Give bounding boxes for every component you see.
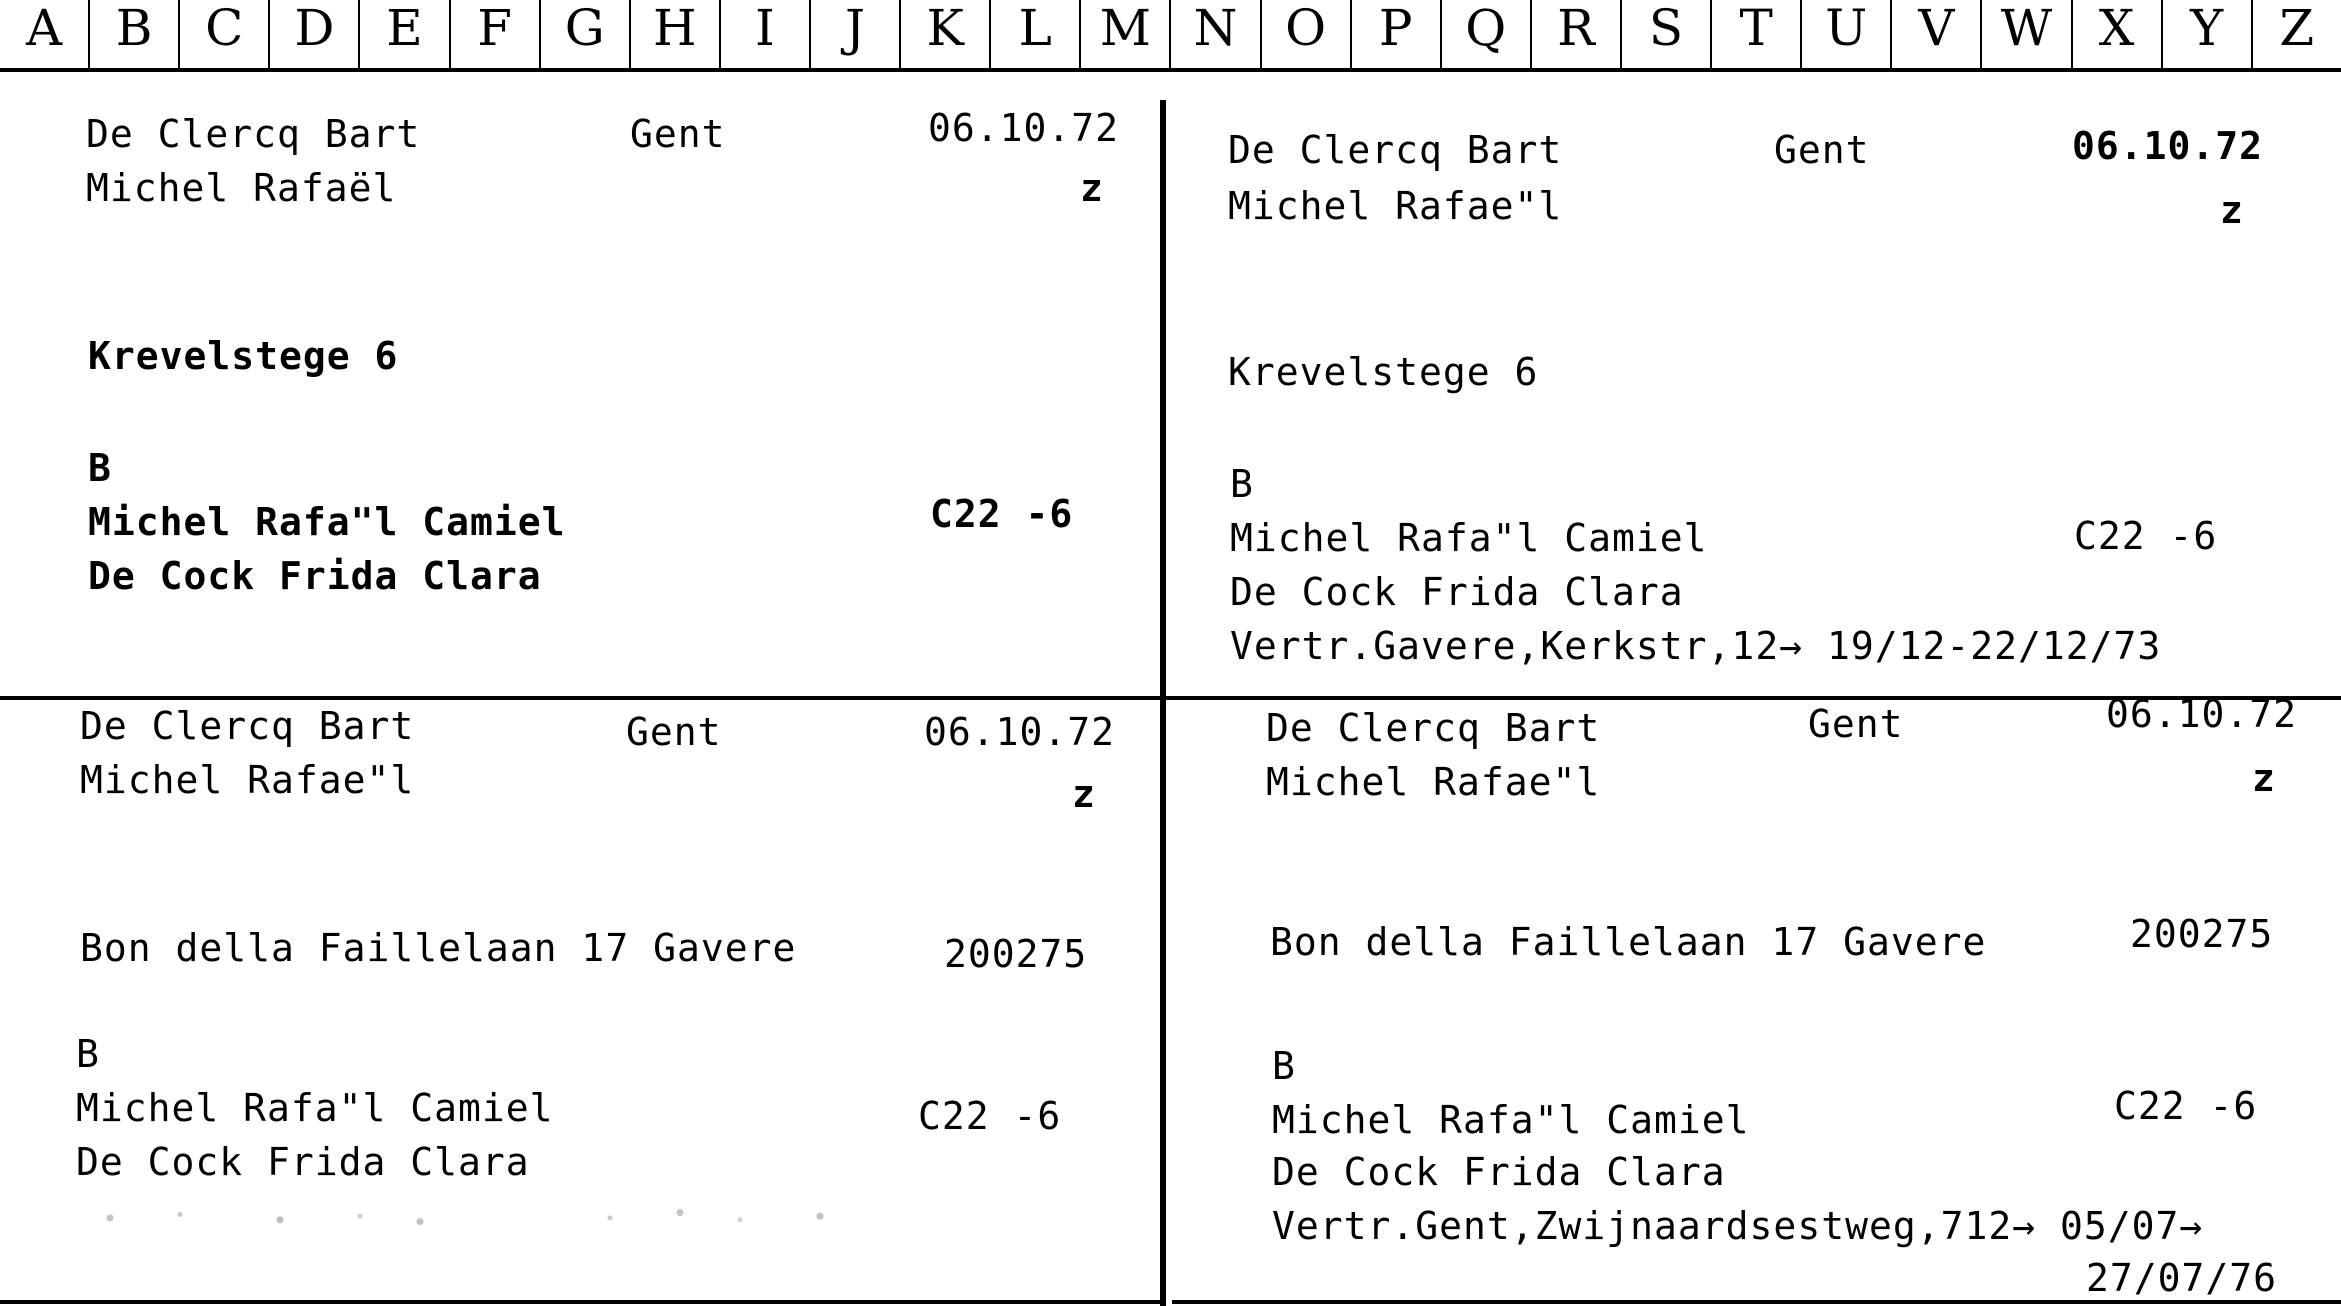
alphabet-tab-i[interactable]: I <box>719 0 809 68</box>
record-card <box>0 100 1160 696</box>
alphabet-tab-u[interactable]: U <box>1800 0 1890 68</box>
card-code: C22 -6 <box>930 492 1074 536</box>
card-date: 06.10.72 <box>2072 124 2264 168</box>
alphabet-tab-t[interactable]: T <box>1710 0 1800 68</box>
card-name: De Clercq Bart <box>86 112 421 156</box>
card-note: Vertr.Gavere,Kerkstr,12→ 19/12-22/12/73 <box>1230 624 2162 668</box>
alphabet-tab-a[interactable]: A <box>26 0 63 57</box>
card-first-names: Michel Rafae"l <box>1228 184 1563 228</box>
alphabet-tab-n[interactable]: N <box>1169 0 1259 68</box>
card-b-mark: B <box>88 446 112 490</box>
card-z-mark: z <box>1072 772 1096 816</box>
alphabet-tab-g[interactable]: G <box>539 0 629 68</box>
alphabet-tab-l[interactable]: L <box>989 0 1079 68</box>
card-z-mark: z <box>2220 188 2244 232</box>
record-card <box>0 700 1160 1300</box>
card-parent-mother: De Cock Frida Clara <box>1272 1150 1726 1194</box>
card-note: Vertr.Gent,Zwijnaardsestweg,712→ 05/07→ <box>1272 1204 2204 1248</box>
card-address: Krevelstege 6 <box>88 334 399 378</box>
card-city: Gent <box>626 710 722 754</box>
alphabet-tab-o[interactable]: O <box>1260 0 1350 68</box>
alphabet-tab-s[interactable]: S <box>1620 0 1710 68</box>
alphabet-tab-p[interactable]: P <box>1350 0 1440 68</box>
record-card <box>1166 692 2341 1300</box>
card-code: C22 -6 <box>2114 1084 2258 1128</box>
card-city: Gent <box>630 112 726 156</box>
card-address: Bon della Faillelaan 17 Gavere <box>1270 920 1987 964</box>
card-z-mark: z <box>1080 166 1104 210</box>
card-b-mark: B <box>1230 462 1254 506</box>
faded-smudge <box>60 1200 1060 1236</box>
bottom-rule-right <box>1172 1300 2341 1304</box>
alphabet-tab-h[interactable]: H <box>629 0 719 68</box>
card-parent-father: Michel Rafa"l Camiel <box>88 500 566 544</box>
card-name: De Clercq Bart <box>1228 128 1563 172</box>
card-number: 200275 <box>944 932 1088 976</box>
alphabet-tab-y[interactable]: Y <box>2161 0 2251 68</box>
alphabet-tab-z[interactable]: Z <box>2251 0 2341 68</box>
card-note-continued: 27/07/76 <box>2086 1256 2278 1300</box>
alphabet-tab-v[interactable]: V <box>1890 0 1980 68</box>
alphabet-index <box>0 0 2341 72</box>
card-name: De Clercq Bart <box>1266 706 1601 750</box>
card-city: Gent <box>1808 702 1904 746</box>
card-first-names: Michel Rafae"l <box>1266 760 1601 804</box>
alphabet-tab-q[interactable]: Q <box>1440 0 1530 68</box>
card-address: Krevelstege 6 <box>1228 350 1539 394</box>
record-card <box>1166 100 2341 696</box>
card-z-mark: z <box>2252 756 2276 800</box>
alphabet-tab-r[interactable]: R <box>1530 0 1620 68</box>
card-name: De Clercq Bart <box>80 704 415 748</box>
alphabet-tab-d[interactable]: D <box>268 0 358 68</box>
card-date: 06.10.72 <box>924 710 1116 754</box>
card-city: Gent <box>1774 128 1870 172</box>
card-number: 200275 <box>2130 912 2274 956</box>
alphabet-tab-w[interactable]: W <box>1980 0 2070 68</box>
bottom-rule-left <box>0 1300 1160 1304</box>
card-grid <box>0 100 2341 1306</box>
card-b-mark: B <box>1272 1044 1296 1088</box>
card-parent-mother: De Cock Frida Clara <box>76 1140 530 1184</box>
card-date: 06.10.72 <box>928 106 1120 150</box>
alphabet-tab-b[interactable]: B <box>88 0 178 68</box>
card-code: C22 -6 <box>2074 514 2218 558</box>
card-first-names: Michel Rafaël <box>86 166 397 210</box>
card-parent-mother: De Cock Frida Clara <box>1230 570 1684 614</box>
card-date: 06.10.72 <box>2106 692 2298 736</box>
card-first-names: Michel Rafae"l <box>80 758 415 802</box>
alphabet-tab-c[interactable]: C <box>178 0 268 68</box>
alphabet-tab-f[interactable]: F <box>449 0 539 68</box>
alphabet-tab-x[interactable]: X <box>2071 0 2161 68</box>
alphabet-tab-m[interactable]: M <box>1079 0 1169 68</box>
alphabet-tab-e[interactable]: E <box>358 0 448 68</box>
card-parent-father: Michel Rafa"l Camiel <box>1230 516 1708 560</box>
card-parent-mother: De Cock Frida Clara <box>88 554 542 598</box>
alphabet-tab-j[interactable]: J <box>809 0 899 68</box>
card-parent-father: Michel Rafa"l Camiel <box>1272 1098 1750 1142</box>
card-parent-father: Michel Rafa"l Camiel <box>76 1086 554 1130</box>
card-address: Bon della Faillelaan 17 Gavere <box>80 926 797 970</box>
card-code: C22 -6 <box>918 1094 1062 1138</box>
alphabet-tab-k[interactable]: K <box>899 0 989 68</box>
card-b-mark: B <box>76 1032 100 1076</box>
